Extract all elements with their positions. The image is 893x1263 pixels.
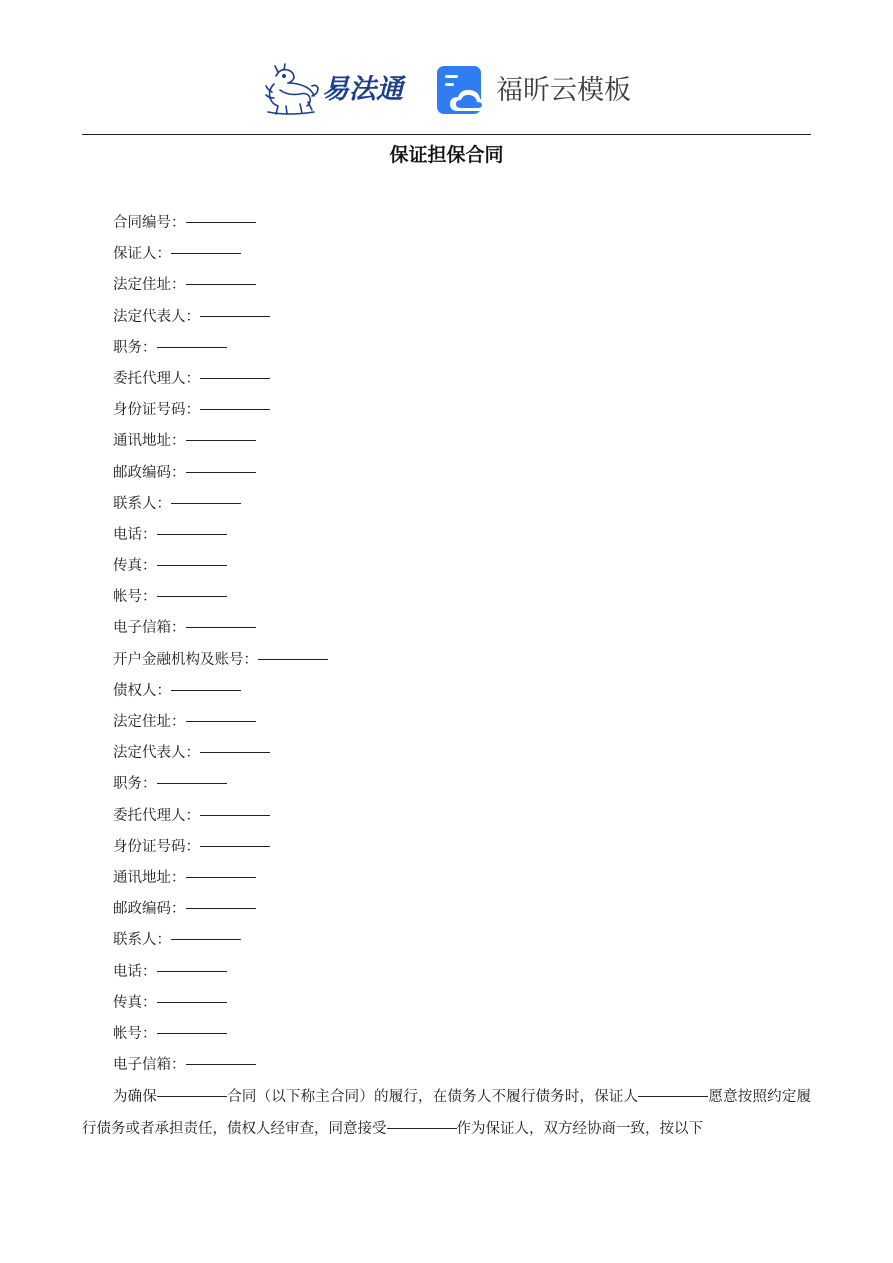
- field-creditor-email: 电子信箱：: [113, 1050, 813, 1081]
- blank-line: [157, 564, 227, 566]
- blank-line: [200, 845, 270, 847]
- blank-line: [186, 221, 256, 223]
- yifatong-logo: [262, 62, 414, 118]
- field-guarantor-fax: 传真：: [113, 551, 813, 582]
- contract-fields: [113, 208, 813, 1081]
- blank-line: [186, 626, 256, 628]
- blank-line: [387, 1127, 457, 1129]
- field-guarantor: 保证人：: [113, 239, 813, 270]
- field-creditor-position: 职务：: [113, 769, 813, 800]
- blank-line: [186, 283, 256, 285]
- field-guarantor-account: 帐号：: [113, 582, 813, 613]
- field-creditor: 债权人：: [113, 676, 813, 707]
- blank-line: [157, 1001, 227, 1003]
- field-guarantor-agent: 委托代理人：: [113, 364, 813, 395]
- field-creditor-contact: 联系人：: [113, 925, 813, 956]
- field-guarantor-bank: 开户金融机构及账号：: [113, 645, 813, 676]
- blank-line: [157, 1095, 227, 1097]
- foxit-wordmark: 福昕云模板: [496, 75, 631, 106]
- blank-line: [157, 1032, 227, 1034]
- blank-line: [200, 751, 270, 753]
- field-guarantor-mailing-address: 通讯地址：: [113, 426, 813, 457]
- blank-line: [200, 315, 270, 317]
- field-guarantor-address: 法定住址：: [113, 270, 813, 301]
- field-guarantor-contact: 联系人：: [113, 489, 813, 520]
- field-creditor-account: 帐号：: [113, 1019, 813, 1050]
- field-creditor-agent: 委托代理人：: [113, 801, 813, 832]
- blank-line: [186, 471, 256, 473]
- field-creditor-fax: 传真：: [113, 988, 813, 1019]
- field-creditor-address: 法定住址：: [113, 707, 813, 738]
- blank-line: [200, 377, 270, 379]
- blank-line: [171, 689, 241, 691]
- field-creditor-phone: 电话：: [113, 957, 813, 988]
- blank-line: [157, 346, 227, 348]
- blank-line: [258, 658, 328, 660]
- field-guarantor-legal-rep: 法定代表人：: [113, 302, 813, 333]
- foxit-logo: [436, 65, 631, 117]
- foxit-cloud-document-icon: [436, 65, 488, 117]
- blank-line: [186, 720, 256, 722]
- blank-line: [171, 252, 241, 254]
- blank-line: [186, 907, 256, 909]
- blank-line: [638, 1095, 708, 1097]
- blank-line: [157, 970, 227, 972]
- field-guarantor-email: 电子信箱：: [113, 613, 813, 644]
- yifatong-wordmark: 易法通: [322, 74, 403, 105]
- blank-line: [200, 408, 270, 410]
- blank-line: [171, 502, 241, 504]
- kirin-logo-icon: [262, 62, 320, 118]
- field-creditor-id-number: 身份证号码：: [113, 832, 813, 863]
- blank-line: [157, 782, 227, 784]
- blank-line: [157, 595, 227, 597]
- blank-line: [186, 1063, 256, 1065]
- page-header: [0, 58, 893, 122]
- blank-line: [157, 533, 227, 535]
- blank-line: [200, 814, 270, 816]
- blank-line: [186, 876, 256, 878]
- preamble-paragraph: 为确保 合同（以下称主合同）的履行，在债务人不履行债务时，保证人 愿意按照约定履行债务或者承担责任，债权人经审查，同意接受 作为保证人，双方经协商一致，按以下: [82, 1089, 812, 1137]
- field-creditor-mailing-address: 通讯地址：: [113, 863, 813, 894]
- header-divider: [82, 134, 811, 135]
- document-title: 保证担保合同: [389, 144, 504, 166]
- blank-line: [186, 439, 256, 441]
- field-guarantor-id-number: 身份证号码：: [113, 395, 813, 426]
- field-guarantor-position: 职务：: [113, 333, 813, 364]
- field-creditor-postal-code: 邮政编码：: [113, 894, 813, 925]
- field-guarantor-phone: 电话：: [113, 520, 813, 551]
- field-creditor-legal-rep: 法定代表人：: [113, 738, 813, 769]
- field-contract-number: 合同编号：: [113, 208, 813, 239]
- blank-line: [171, 938, 241, 940]
- field-guarantor-postal-code: 邮政编码：: [113, 458, 813, 489]
